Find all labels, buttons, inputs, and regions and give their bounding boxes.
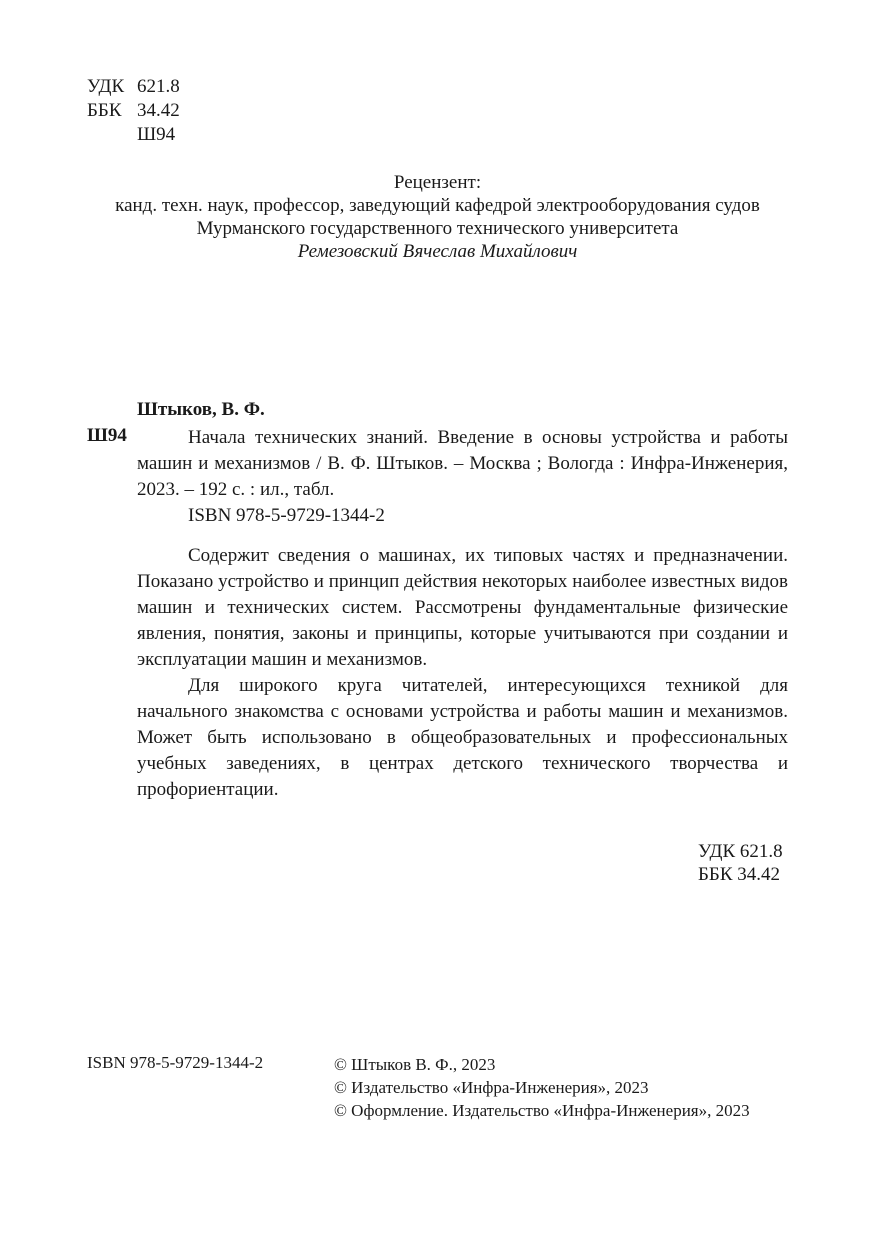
udk-label: УДК [87, 76, 125, 97]
copyright-design: © Оформление. Издательство «Инфра-Инженерия», 2023 [334, 1101, 750, 1120]
udk-value: 621.8 [137, 76, 180, 97]
reviewer-name: Ремезовский Вячеслав Михайлович [297, 241, 578, 262]
footer-isbn: ISBN 978-5-9729-1344-2 [87, 1053, 264, 1072]
annotation-paragraph-2: Для широкого круга читателей, интересующихся техникой для начального знакомства с основами устройства и работы машин и механизмов. Может быть использовано в общеобразовательных и профессиональных учебных заведениях, в центрах детского технического творчества и профориентации. [137, 675, 788, 800]
bib-author-mark: Ш94 [87, 425, 127, 446]
reviewer-university: Мурманского государственного технического университета [196, 218, 679, 239]
copyright-block [334, 1053, 750, 1122]
reviewer-heading: Рецензент: [393, 172, 482, 193]
copyright-author: © Штыков В. Ф., 2023 [334, 1055, 496, 1074]
bbk-bottom: ББК 34.42 [698, 864, 780, 885]
author-mark-value: Ш94 [137, 124, 176, 145]
copyright-publisher: © Издательство «Инфра-Инженерия», 2023 [334, 1078, 649, 1097]
bbk-value: 34.42 [137, 100, 180, 121]
reviewer-credentials: канд. техн. наук, профессор, заведующий кафедрой электрооборудования судов [115, 195, 760, 216]
bib-description: Начала технических знаний. Введение в основы устройства и работы машин и механизмов / В. Ф. Штыков. – Москва ; Вологда : Инфра-Инженерия, 2023. – 192 с. : ил., табл. [137, 427, 788, 500]
bbk-top [87, 99, 180, 123]
bib-record [137, 425, 788, 529]
udk-bottom: УДК 621.8 [698, 841, 783, 862]
bbk-label: ББК [87, 100, 122, 121]
bib-isbn: ISBN 978-5-9729-1344-2 [188, 505, 385, 526]
annotation-paragraph-1: Содержит сведения о машинах, их типовых частях и предназначении. Показано устройство и принцип действия некоторых наиболее известных видов машин и технических систем. Рассмотрены фундаментальные физические явления, понятия, законы и принципы, которые учитываются при создании и эксплуатации машин и механизмов. [137, 545, 788, 670]
annotation [137, 543, 788, 803]
author-mark-top [87, 123, 175, 147]
udk-top [87, 75, 180, 99]
bib-author: Штыков, В. Ф. [137, 399, 265, 420]
